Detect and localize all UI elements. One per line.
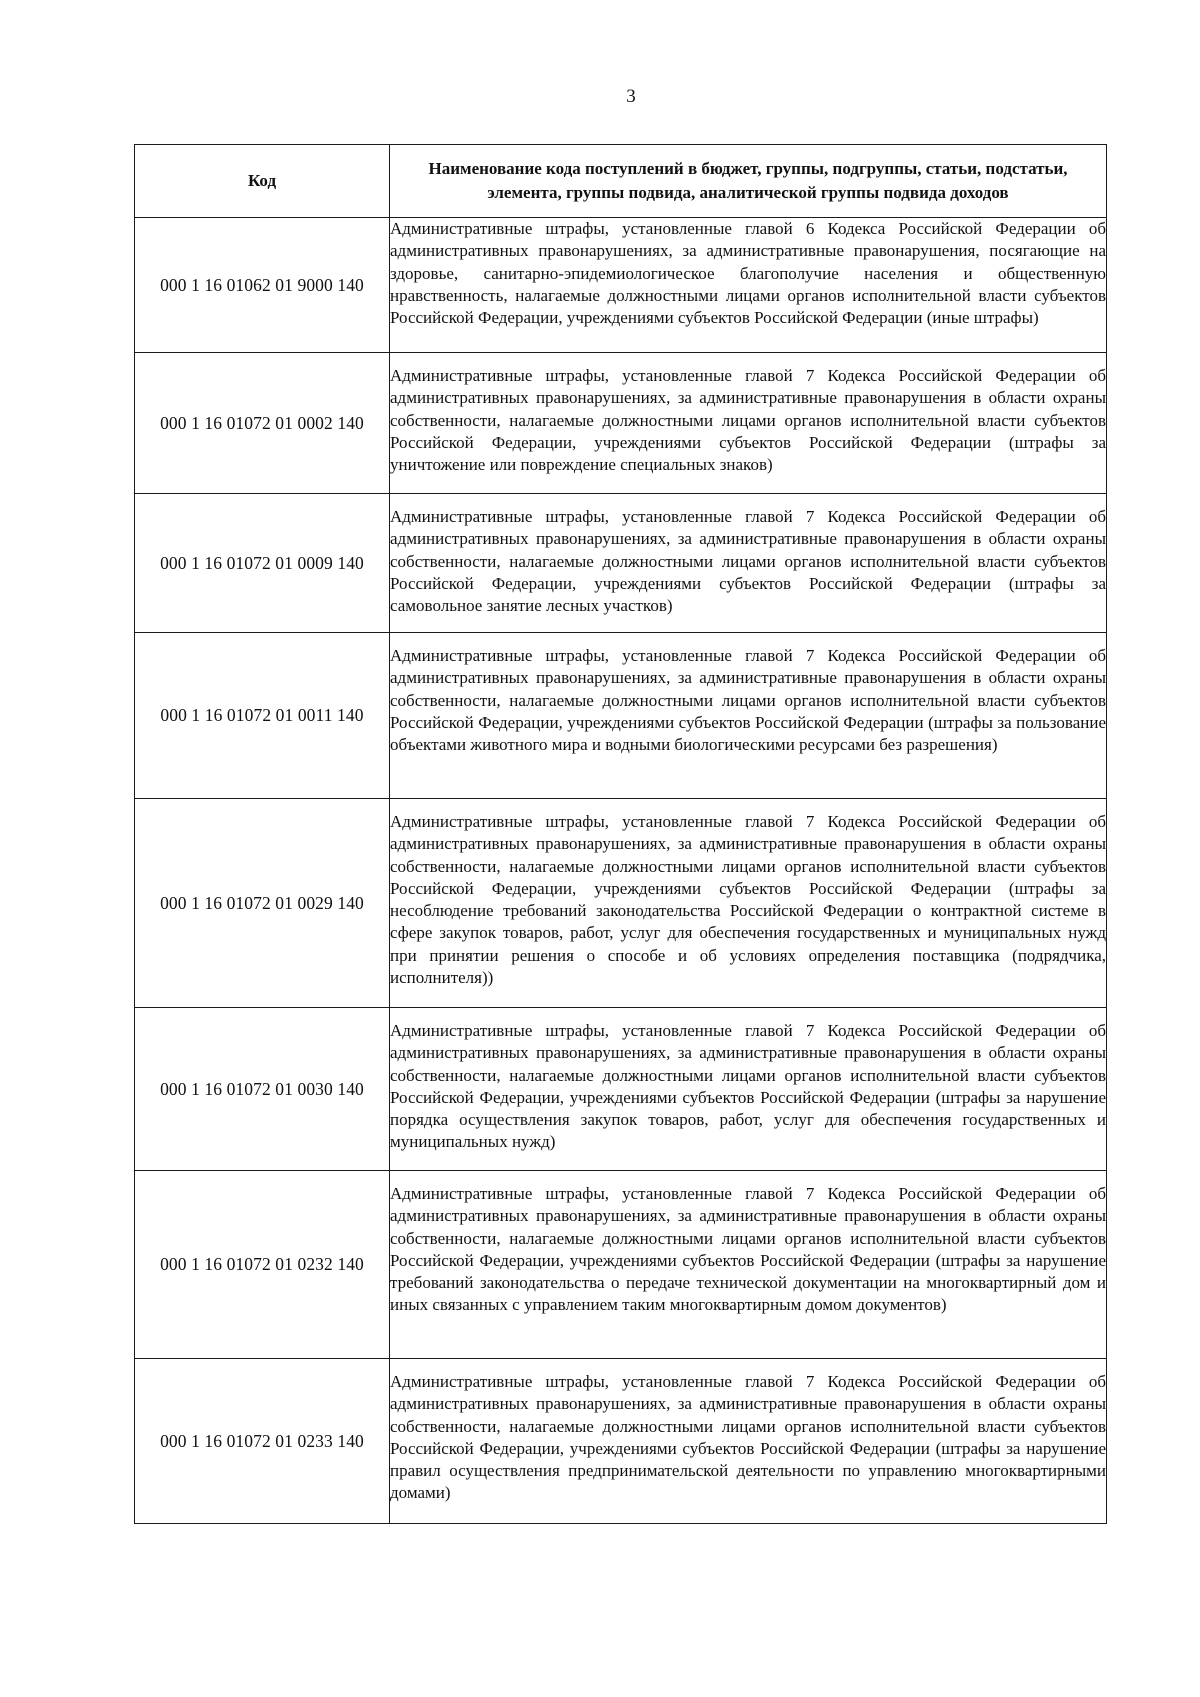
name-column-header: Наименование кода поступлений в бюджет, группы, подгруппы, статьи, подстатьи, элемента, группы подвида, аналитической группы подвида доходов [390, 145, 1107, 218]
revenue-code: 000 1 16 01072 01 0030 140 [135, 1008, 390, 1171]
code-column-header: Код [135, 145, 390, 218]
table-row [135, 353, 1107, 494]
table-row [135, 799, 1107, 1008]
revenue-code: 000 1 16 01072 01 0232 140 [135, 1171, 390, 1359]
page-number: 3 [626, 86, 636, 107]
revenue-description: Административные штрафы, установленные главой 7 Кодекса Российской Федерации об административных правонарушениях, за административные правонарушения в области охраны собственности, налагаемые должностными лицами органов исполнительной власти субъектов Российской Федерации, учреждениями субъектов Российской Федерации (штрафы за нарушение правил осуществления предпринимательской деятельности по управлению многоквартирными домами) [390, 1359, 1107, 1524]
table-row [135, 1171, 1107, 1359]
revenue-description: Административные штрафы, установленные главой 7 Кодекса Российской Федерации об административных правонарушениях, за административные правонарушения в области охраны собственности, налагаемые должностными лицами органов исполнительной власти субъектов Российской Федерации, учреждениями субъектов Российской Федерации (штрафы за нарушение порядка осуществления закупок товаров, работ, услуг для обеспечения государственных и муниципальных нужд) [390, 1008, 1107, 1171]
table-row [135, 494, 1107, 633]
table-header [135, 145, 1107, 218]
table-row [135, 218, 1107, 353]
revenue-description: Административные штрафы, установленные главой 7 Кодекса Российской Федерации об административных правонарушениях, за административные правонарушения в области охраны собственности, налагаемые должностными лицами органов исполнительной власти субъектов Российской Федерации, учреждениями субъектов Российской Федерации (штрафы за уничтожение или повреждение специальных знаков) [390, 353, 1107, 494]
revenue-description: Административные штрафы, установленные главой 7 Кодекса Российской Федерации об административных правонарушениях, за административные правонарушения в области охраны собственности, налагаемые должностными лицами органов исполнительной власти субъектов Российской Федерации, учреждениями субъектов Российской Федерации (штрафы за несоблюдение требований законодательства Российской Федерации о контрактной системе в сфере закупок товаров, работ, услуг для обеспечения государственных и муниципальных нужд при принятии решения о способе и об условиях определения поставщика (подрядчика, исполнителя)) [390, 799, 1107, 1008]
revenue-code: 000 1 16 01072 01 0029 140 [135, 799, 390, 1008]
revenue-codes-table [134, 144, 1107, 1524]
revenue-description: Административные штрафы, установленные главой 7 Кодекса Российской Федерации об административных правонарушениях, за административные правонарушения в области охраны собственности, налагаемые должностными лицами органов исполнительной власти субъектов Российской Федерации, учреждениями субъектов Российской Федерации (штрафы за самовольное занятие лесных участков) [390, 494, 1107, 633]
revenue-code: 000 1 16 01072 01 0011 140 [135, 633, 390, 799]
table-row [135, 633, 1107, 799]
table-row [135, 1008, 1107, 1171]
revenue-code: 000 1 16 01072 01 0009 140 [135, 494, 390, 633]
revenue-description: Административные штрафы, установленные главой 7 Кодекса Российской Федерации об административных правонарушениях, за административные правонарушения в области охраны собственности, налагаемые должностными лицами органов исполнительной власти субъектов Российской Федерации, учреждениями субъектов Российской Федерации (штрафы за пользование объектами животного мира и водными биологическими ресурсами без разрешения) [390, 633, 1107, 799]
revenue-code: 000 1 16 01062 01 9000 140 [135, 218, 390, 353]
revenue-code: 000 1 16 01072 01 0233 140 [135, 1359, 390, 1524]
table-row [135, 1359, 1107, 1524]
revenue-code: 000 1 16 01072 01 0002 140 [135, 353, 390, 494]
revenue-description: Административные штрафы, установленные главой 6 Кодекса Российской Федерации об административных правонарушениях, за административные правонарушения, посягающие на здоровье, санитарно-эпидемиологическое благополучие населения и общественную нравственность, налагаемые должностными лицами органов исполнительной власти субъектов Российской Федерации, учреждениями субъектов Российской Федерации (иные штрафы) [390, 218, 1107, 353]
revenue-description: Административные штрафы, установленные главой 7 Кодекса Российской Федерации об административных правонарушениях, за административные правонарушения в области охраны собственности, налагаемые должностными лицами органов исполнительной власти субъектов Российской Федерации, учреждениями субъектов Российской Федерации (штрафы за нарушение требований законодательства о передаче технической документации на многоквартирный дом и иных связанных с управлением таким многоквартирным домом документов) [390, 1171, 1107, 1359]
